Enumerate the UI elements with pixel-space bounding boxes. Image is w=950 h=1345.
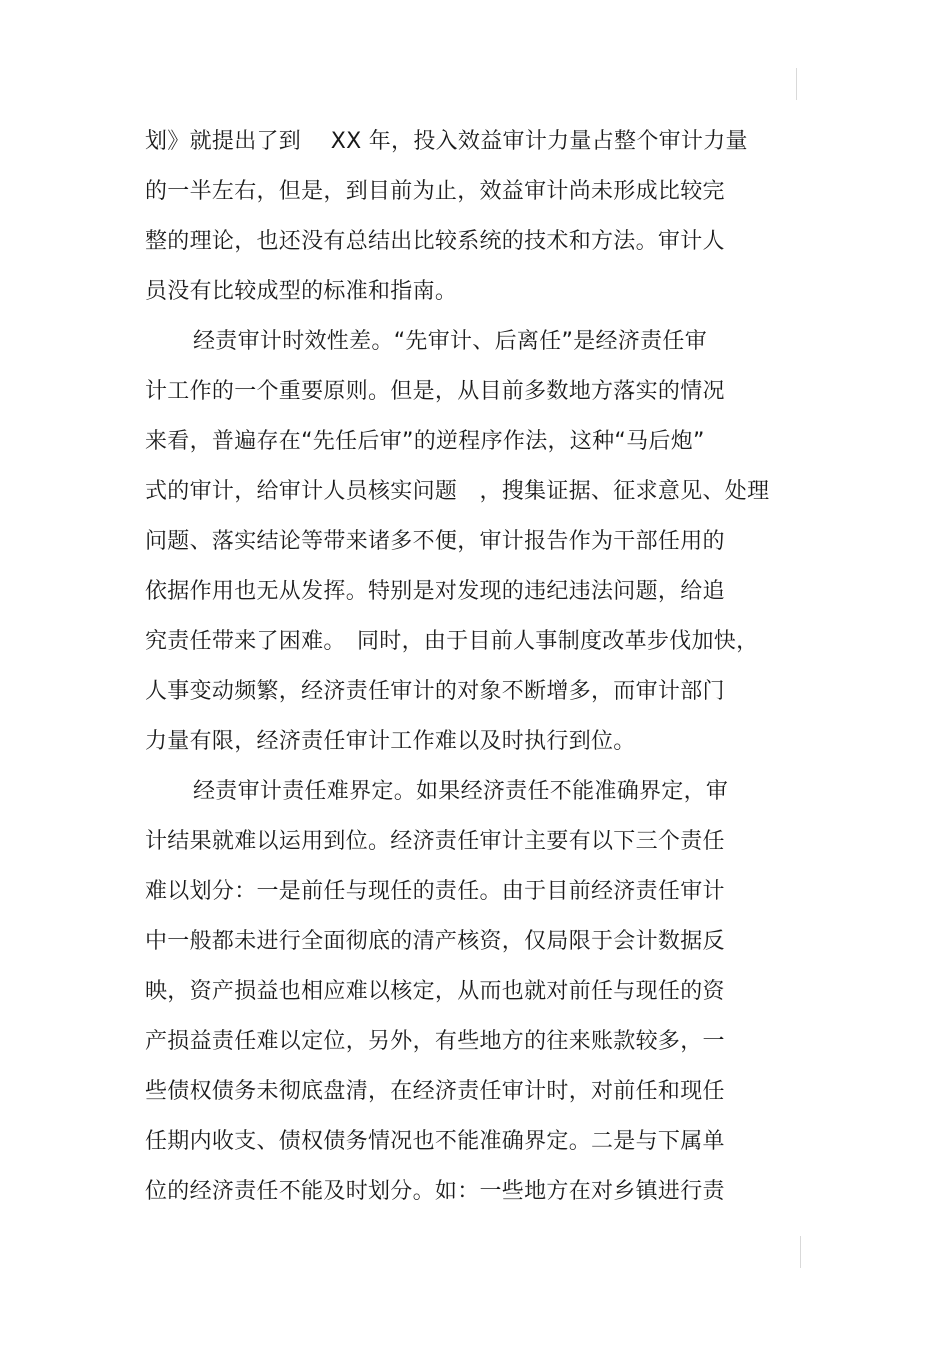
text-line-19: 产损益责任难以定位，另外，有些地方的往来账款较多，一 [145,1029,725,1054]
text-line-17: 中一般都未进行全面彻底的清产核资，仅局限于会计数据反 [145,929,725,954]
text-line-5: 经责审计时效性差。“先审计、后离任”是经济责任审 [193,329,707,354]
text-line-9: 问题、落实结论等带来诸多不便，审计报告作为干部任用的 [145,529,725,554]
text-line-12: 人事变动频繁，经济责任审计的对象不断增多，而审计部门 [145,679,725,704]
text-line-4: 员没有比较成型的标准和指南。 [145,279,458,304]
bottom-right-corner-mark [800,1236,801,1268]
text-line-20: 些债权债务未彻底盘清，在经济责任审计时，对前任和现任 [145,1079,725,1104]
text-line-14: 经责审计责任难界定。如果经济责任不能准确界定，审 [193,779,729,804]
text-line-3: 整的理论，也还没有总结出比较系统的技术和方法。审计人 [145,229,725,254]
text-line-22: 位的经济责任不能及时划分。如：一些地方在对乡镇进行责 [145,1179,725,1204]
text-line-6: 计工作的一个重要原则。但是，从目前多数地方落实的情况 [145,379,725,404]
text-line-7: 来看，普遍存在“先任后审”的逆程序作法，这种“马后炮” [145,429,705,454]
top-right-corner-mark [796,68,797,100]
text-line-15: 计结果就难以运用到位。经济责任审计主要有以下三个责任 [145,829,725,854]
text-line-8: 式的审计，给审计人员核实问题 ，搜集证据、征求意见、处理 [145,479,770,504]
text-line-16: 难以划分：一是前任与现任的责任。由于目前经济责任审计 [145,879,725,904]
text-line-21: 任期内收支、债权债务情况也不能准确界定。二是与下属单 [145,1129,725,1154]
text-line-1: 划》就提出了到 XX 年，投入效益审计力量占整个审计力量 [145,129,748,154]
text-line-13: 力量有限，经济责任审计工作难以及时执行到位。 [145,729,636,754]
text-line-11: 究责任带来了困难。 同时，由于目前人事制度改革步伐加快， [145,629,759,654]
text-line-10: 依据作用也无从发挥。特别是对发现的违纪违法问题，给追 [145,579,725,604]
text-line-2: 的一半左右，但是，到目前为止，效益审计尚未形成比较完 [145,179,725,204]
text-line-18: 映，资产损益也相应难以核定，从而也就对前任与现任的资 [145,979,725,1004]
